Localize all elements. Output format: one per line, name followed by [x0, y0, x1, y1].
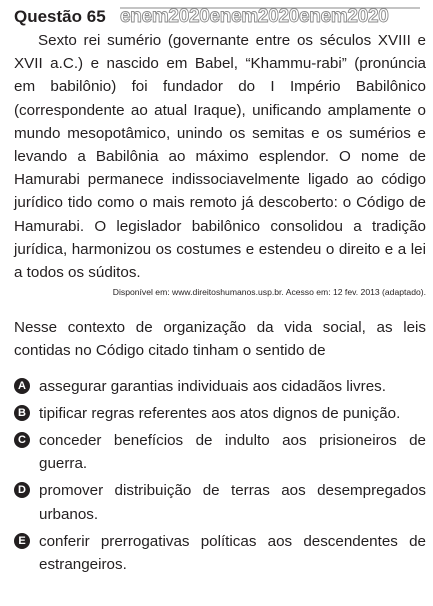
alternative-b[interactable]	[14, 402, 426, 425]
alternative-text: tipificar regras referentes aos atos dignos de punição.	[39, 404, 401, 422]
passage-text: Sexto rei sumério (governante entre os séculos XVIII e XVII a.C.) e nascido em Babel, “Khammu-rabi” (pronúncia em babilônio) foi fundador do I Império Babilônico (correspondente ao atual Iraque), unificando amplamente o mundo mesopotâmico, unindo os semitas e os sumérios e levando a Babilônia ao máximo esplendor. O nome de Hamurabi permanece indissociavelmente ligado ao código jurídico tido como o mais remoto já descoberto: o Código de Hamurabi. O legislador babilônico consolidou a tradição jurídica, harmonizou os costumes e estendeu o direito e a lei a todos os súditos.	[14, 32, 426, 282]
alternative-d[interactable]	[14, 479, 426, 525]
alternative-letter-badge: D	[14, 482, 30, 498]
alternatives-list	[14, 375, 426, 577]
watermark-graphic	[120, 7, 420, 25]
alternative-c[interactable]	[14, 429, 426, 475]
question-page	[14, 4, 426, 592]
alternative-text: conferir prerrogativas políticas aos descendentes de estrangeiros.	[39, 532, 426, 574]
alternative-text: assegurar garantias individuais aos cidadãos livres.	[39, 377, 386, 395]
alternative-text: conceder benefícios de indulto aos prisioneiros de guerra.	[39, 432, 426, 473]
alternative-letter-badge: A	[14, 378, 30, 394]
question-title: Questão 65	[14, 7, 106, 26]
alternative-letter-badge: C	[14, 432, 30, 448]
passage-source: Disponível em: www.direitoshumanos.usp.br. Acesso em: 12 fev. 2013 (adaptado).	[112, 287, 426, 298]
question-stem: Nesse contexto de organização da vida social, as leis contidas no Código citado tinham o sentido de	[14, 319, 426, 360]
alternative-text: promover distribuição de terras aos desempregados urbanos.	[39, 482, 426, 523]
watermark-text: enem2020enem2020enem2020	[119, 7, 389, 25]
alternative-e[interactable]	[14, 530, 426, 576]
question-header	[14, 4, 426, 28]
enem-watermark-logo	[120, 7, 426, 25]
alternative-letter-badge: B	[14, 405, 30, 421]
alternative-letter-badge: E	[14, 533, 30, 549]
alternative-a[interactable]	[14, 375, 426, 398]
